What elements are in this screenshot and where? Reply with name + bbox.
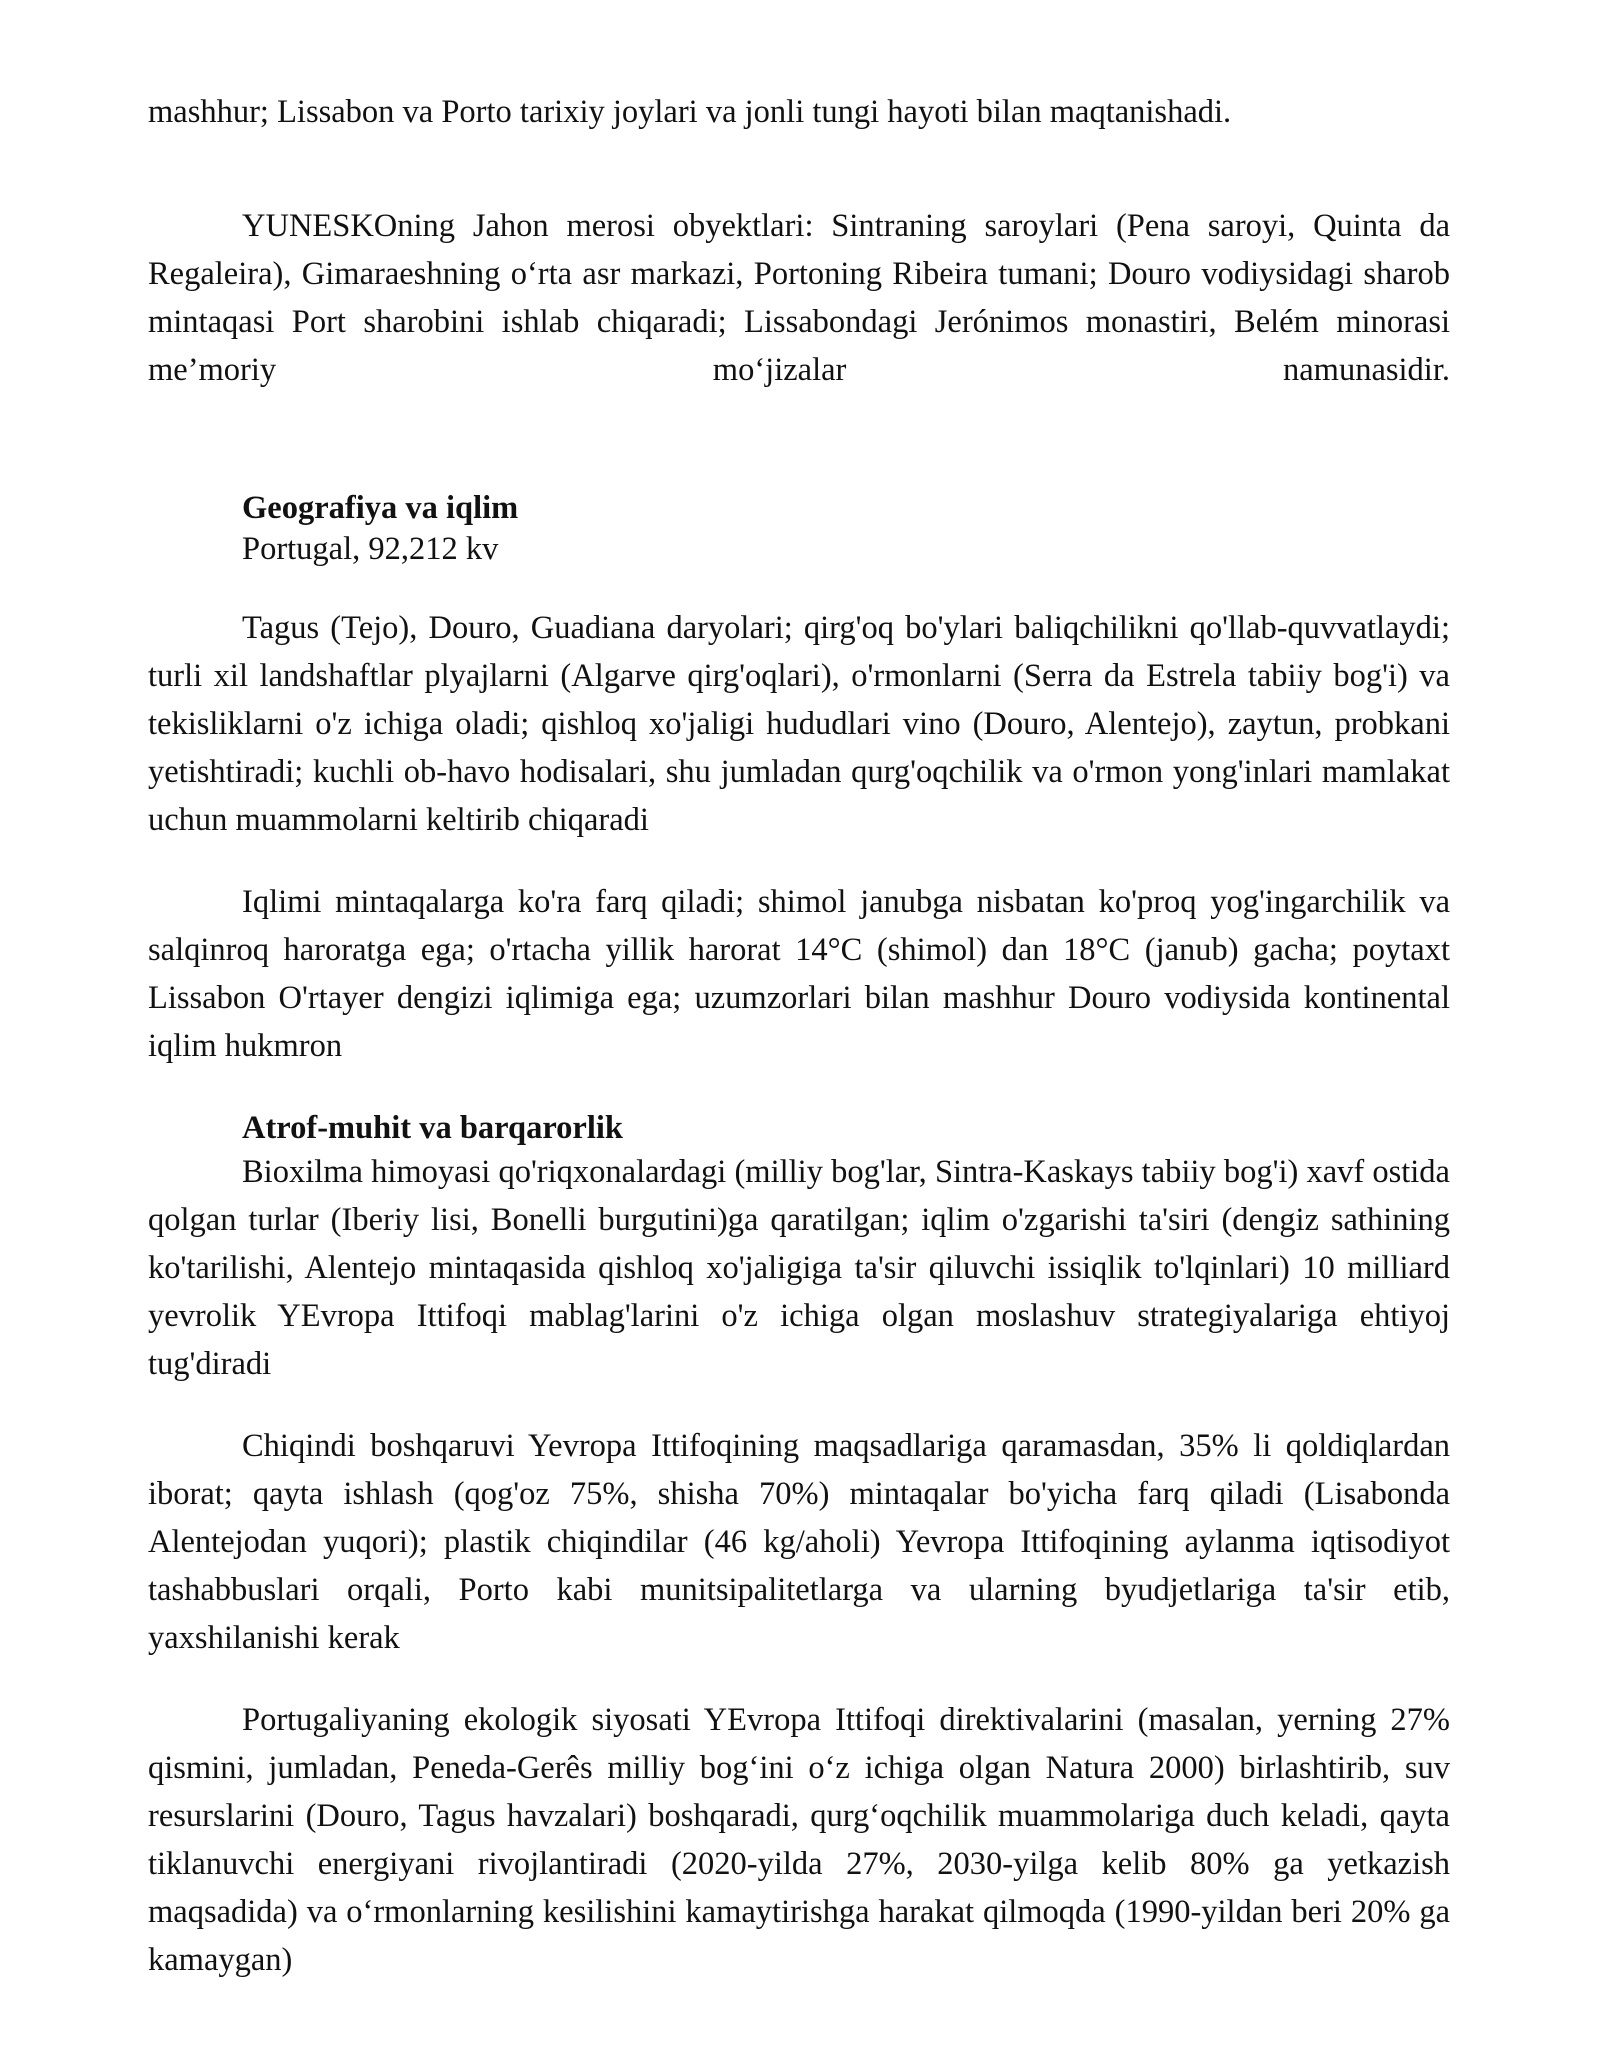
document-page bbox=[148, 88, 1450, 1984]
heading-environment-sustainability: Atrof-muhit va barqarorlik bbox=[242, 1110, 623, 1146]
paragraph-waste-management: Chiqindi boshqaruvi Yevropa Ittifoqining maqsadlariga qaramasdan, 35% li qoldiqlardan iborat; qayta ishlash (qog'oz 75%, shisha 70%) mintaqalar bo'yicha farq qiladi (Lisabonda Alentejodan yuqori); plastik chiqindilar (46 kg/aholi) Yevropa Ittifoqining aylanma iqtisodiyot tashabbuslari orqali, Porto kabi munitsipalitetlarga va ularning byudjetlariga ta'sir etib, yaxshilanishi kerak bbox=[148, 1428, 1450, 1656]
paragraph-continuation: mashhur; Lissabon va Porto tarixiy joylari va jonli tungi hayoti bilan maqtanishadi. bbox=[148, 94, 1232, 130]
paragraph-biodiversity: Bioxilma himoyasi qo'riqxonalardagi (milliy bog'lar, Sintra-Kaskays tabiiy bog'i) xavf ostida qolgan turlar (Iberiy lisi, Bonelli burgutini)ga qaratilgan; iqlim o'zgarishi ta'siri (dengiz sathining ko'tarilishi, Alentejo mintaqasida qishloq xo'jaligiga ta'sir qiluvchi issiqlik to'lqinlari) 10 milliard yevrolik YEvropa Ittifoqi mablag'larini o'z ichiga olgan moslashuv strategiyalariga ehtiyoj tug'diradi bbox=[148, 1154, 1450, 1382]
paragraph-unesco-heritage: YUNESKOning Jahon merosi obyektlari: Sintraning saroylari (Pena saroyi, Quinta da Regaleira), Gimaraeshning o‘rta asr markazi, Portoning Ribeira tumani; Douro vodiysidagi sharob mintaqasi Port sharobini ishlab chiqaradi; Lissabondagi Jerónimos monastiri, Belém minorasi me’moriy mo‘jizalar namunasidir. bbox=[148, 208, 1450, 388]
area-line: Portugal, 92,212 kv bbox=[242, 531, 499, 567]
paragraph-climate: Iqlimi mintaqalarga ko'ra farq qiladi; shimol janubga nisbatan ko'proq yog'ingarchilik va salqinroq haroratga ega; o'rtacha yillik harorat 14°C (shimol) dan 18°C (janub) gacha; poytaxt Lissabon O'rtayer dengizi iqlimiga ega; uzumzorlari bilan mashhur Douro vodiysida kontinental iqlim hukmron bbox=[148, 884, 1450, 1064]
paragraph-rivers-landscapes: Tagus (Tejo), Douro, Guadiana daryolari; qirg'oq bo'ylari baliqchilikni qo'llab-quvvatlaydi; turli xil landshaftlar plyajlarni (Algarve qirg'oqlari), o'rmonlarni (Serra da Estrela tabiiy bog'i) va tekisliklarni o'z ichiga oladi; qishloq xo'jaligi hududlari vino (Douro, Alentejo), zaytun, probkani yetishtiradi; kuchli ob-havo hodisalari, shu jumladan qurg'oqchilik va o'rmon yong'inlari mamlakat uchun muammolarni keltirib chiqaradi bbox=[148, 610, 1450, 838]
heading-geography-climate: Geografiya va iqlim bbox=[242, 490, 519, 526]
paragraph-environmental-policy: Portugaliyaning ekologik siyosati YEvropa Ittifoqi direktivalarini (masalan, yerning 27% qismini, jumladan, Peneda-Gerês milliy bog‘ini o‘z ichiga olgan Natura 2000) birlashtirib, suv resurslarini (Douro, Tagus havzalari) boshqaradi, qurg‘oqchilik muammolariga duch keladi, qayta tiklanuvchi energiyani rivojlantiradi (2020-yilda 27%, 2030-yilga kelib 80% ga yetkazish maqsadida) va o‘rmonlarning kesilishini kamaytirishga harakat qilmoqda (1990-yildan beri 20% ga kamaygan) bbox=[148, 1702, 1450, 1978]
